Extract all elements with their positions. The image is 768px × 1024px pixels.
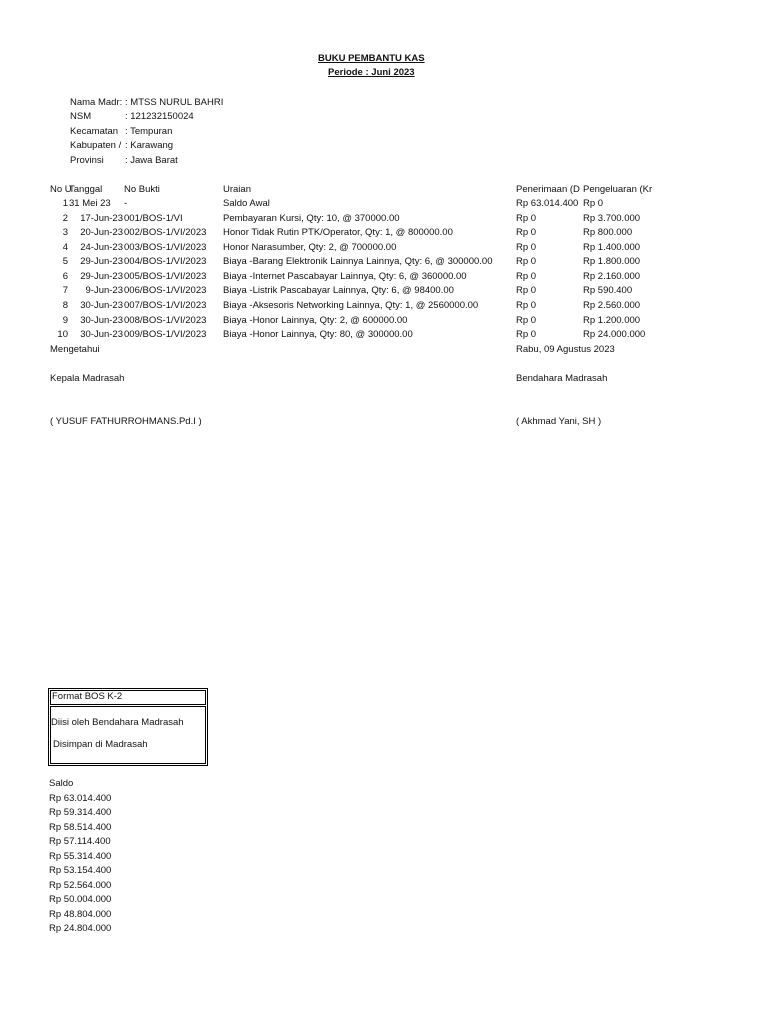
saldo-value: Rp 50.004.000: [49, 894, 112, 905]
format-stored-at: Disimpan di Madrasah: [53, 739, 148, 750]
format-box: [48, 688, 208, 766]
row-expense: Rp 3.700.000: [583, 213, 641, 224]
row-expense: Rp 0: [583, 198, 604, 209]
row-proof: 003/BOS-1/VI/2023: [124, 242, 207, 253]
row-no: 9: [62, 315, 68, 326]
format-title: Format BOS K-2: [52, 691, 123, 702]
acknowledged-label: Mengetahui: [50, 344, 100, 355]
row-income: Rp 0: [516, 285, 537, 296]
signature-date: Rabu, 09 Agustus 2023: [516, 344, 615, 355]
row-no: 1: [62, 198, 68, 209]
row-proof: 008/BOS-1/VI/2023: [124, 315, 207, 326]
header-description: Uraian: [223, 184, 251, 195]
row-no: 6: [62, 271, 68, 282]
row-no: 7: [62, 285, 68, 296]
row-income: Rp 0: [516, 329, 537, 340]
row-description: Pembayaran Kursi, Qty: 10, @ 370000.00: [223, 213, 400, 224]
info-value-regency: : Karawang: [125, 140, 174, 151]
info-label-regency: Kabupaten /: [70, 140, 122, 151]
row-proof: 005/BOS-1/VI/2023: [124, 271, 207, 282]
saldo-value: Rp 53.154.400: [49, 865, 112, 876]
row-date: 30-Jun-23: [80, 300, 123, 311]
header-date: Tanggal: [69, 184, 103, 195]
row-income: Rp 0: [516, 300, 537, 311]
row-description: Biaya -Internet Pascabayar Lainnya, Qty: 6, @ 360000.00: [223, 271, 467, 282]
row-expense: Rp 24.000.000: [583, 329, 646, 340]
row-income: Rp 0: [516, 242, 537, 253]
saldo-value: Rp 63.014.400: [49, 793, 112, 804]
row-expense: Rp 1.200.000: [583, 315, 641, 326]
row-proof: 006/BOS-1/VI/2023: [124, 285, 207, 296]
row-date: 20-Jun-23: [80, 227, 123, 238]
row-expense: Rp 2.560.000: [583, 300, 641, 311]
format-title-cell: [50, 690, 206, 705]
header-no: No U: [50, 184, 72, 195]
row-description: Saldo Awal: [223, 198, 270, 209]
header-expense: Pengeluaran (Kr: [583, 184, 653, 195]
saldo-value: Rp 24.804.000: [49, 923, 112, 934]
format-body-cell: [50, 706, 206, 764]
saldo-value: Rp 55.314.400: [49, 851, 112, 862]
row-expense: Rp 590.400: [583, 285, 633, 296]
row-date: 30-Jun-23: [80, 329, 123, 340]
treasurer-name: ( Akhmad Yani, SH ): [516, 416, 602, 427]
row-date: 17-Jun-23: [80, 213, 123, 224]
saldo-value: Rp 57.114.400: [49, 836, 111, 847]
row-expense: Rp 800.000: [583, 227, 633, 238]
row-income: Rp 0: [516, 213, 537, 224]
row-no: 10: [57, 329, 68, 340]
row-date: 29-Jun-23: [80, 271, 123, 282]
row-date: 30-Jun-23: [80, 315, 123, 326]
row-expense: Rp 1.400.000: [583, 242, 641, 253]
row-description: Biaya -Listrik Pascabayar Lainnya, Qty: 6, @ 98400.00: [223, 285, 454, 296]
info-value-nsm: : 121232150024: [125, 111, 194, 122]
info-label-province: Provinsi: [70, 155, 104, 166]
format-filled-by: Diisi oleh Bendahara Madrasah: [51, 717, 184, 728]
row-proof: 007/BOS-1/VI/2023: [124, 300, 207, 311]
row-proof: 002/BOS-1/VI/2023: [124, 227, 207, 238]
row-income: Rp 63.014.400: [516, 198, 579, 209]
row-income: Rp 0: [516, 315, 537, 326]
principal-role: Kepala Madrasah: [50, 373, 125, 384]
row-income: Rp 0: [516, 227, 537, 238]
info-value-province: : Jawa Barat: [125, 155, 178, 166]
info-value-district: : Tempuran: [125, 126, 173, 137]
row-no: 3: [62, 227, 68, 238]
row-expense: Rp 1.800.000: [583, 256, 641, 267]
row-income: Rp 0: [516, 271, 537, 282]
row-date: 29-Jun-23: [80, 256, 123, 267]
row-description: Biaya -Barang Elektronik Lainnya Lainnya, Qty: 6, @ 300000.00: [223, 256, 493, 267]
row-date: 31 Mei 23: [69, 198, 111, 209]
row-date: 24-Jun-23: [80, 242, 123, 253]
saldo-value: Rp 58.514.400: [49, 822, 112, 833]
row-date: 9-Jun-23: [85, 285, 123, 296]
row-proof: 009/BOS-1/VI/2023: [124, 329, 207, 340]
row-description: Biaya -Aksesoris Networking Lainnya, Qty: 1, @ 2560000.00: [223, 300, 479, 311]
document-period: Periode : Juni 2023: [328, 67, 415, 78]
treasurer-role: Bendahara Madrasah: [516, 373, 608, 384]
row-proof: -: [124, 198, 128, 209]
header-proof: No Bukti: [124, 184, 160, 195]
info-label-district: Kecamatan: [70, 126, 119, 137]
row-description: Biaya -Honor Lainnya, Qty: 2, @ 600000.00: [223, 315, 408, 326]
row-income: Rp 0: [516, 256, 537, 267]
info-label-school-name: Nama Madr:: [70, 97, 123, 108]
document-title: BUKU PEMBANTU KAS: [318, 53, 425, 64]
principal-name: ( YUSUF FATHURROHMANS.Pd.I ): [50, 416, 202, 427]
saldo-value: Rp 59.314.400: [49, 807, 112, 818]
info-label-nsm: NSM: [70, 111, 92, 122]
row-proof: 004/BOS-1/VI/2023: [124, 256, 207, 267]
row-description: Biaya -Honor Lainnya, Qty: 80, @ 300000.00: [223, 329, 413, 340]
row-no: 8: [62, 300, 68, 311]
row-no: 4: [62, 242, 68, 253]
row-no: 2: [62, 213, 68, 224]
saldo-label: Saldo: [49, 778, 74, 789]
row-expense: Rp 2.160.000: [583, 271, 641, 282]
row-proof: 001/BOS-1/VI: [124, 213, 183, 224]
saldo-value: Rp 48.804.000: [49, 909, 112, 920]
row-no: 5: [62, 256, 68, 267]
header-income: Penerimaan (D: [516, 184, 580, 195]
row-description: Honor Tidak Rutin PTK/Operator, Qty: 1, @ 800000.00: [223, 227, 453, 238]
saldo-value: Rp 52.564.000: [49, 880, 112, 891]
row-description: Honor Narasumber, Qty: 2, @ 700000.00: [223, 242, 397, 253]
info-value-school-name: : MTSS NURUL BAHRI: [125, 97, 224, 108]
